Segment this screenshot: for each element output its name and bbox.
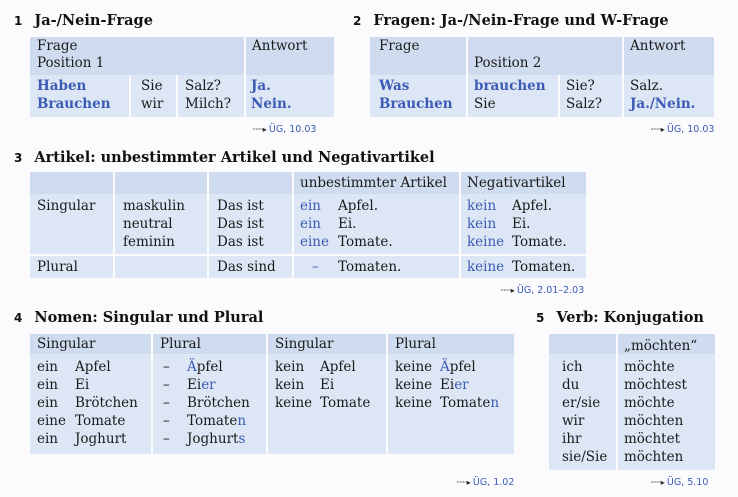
s3-gender-n: neutral [123, 216, 173, 232]
s3-neg-noun-4: Tomaten. [512, 259, 576, 275]
s3-unb-noun-1: Apfel. [338, 198, 378, 214]
s1-r2-ans: Nein. [251, 96, 292, 112]
s1-reference: ·······▸ ÜG, 10.03 [252, 124, 317, 135]
s3-dasist-3: Das ist [217, 234, 264, 250]
s3-neg-3: keine [467, 234, 505, 250]
s5-form-3: möchte [624, 395, 675, 411]
s5-form-6: möchten [624, 449, 684, 465]
s4-kpl-art-3: keine [395, 395, 433, 411]
s4-ksg-noun-1: Apfel [320, 359, 356, 375]
s4-ksg-noun-2: Ei [320, 377, 335, 393]
section-4-title: 4 Nomen: Singular und Plural [14, 309, 264, 326]
s1-r1-obj: Salz? [185, 78, 221, 94]
s4-pl-dash-2: – [163, 377, 170, 393]
section-1-title: 1 Ja-/Nein-Frage [14, 12, 153, 29]
s5-form-2: möchtest [624, 377, 687, 393]
s3-dassind: Das sind [217, 259, 276, 275]
s4-head-sg: Singular [37, 336, 96, 352]
s1-head-position: Position 1 [37, 55, 105, 71]
s3-plural-label: Plural [37, 259, 78, 275]
s3-neg-noun-2: Ei. [512, 216, 531, 232]
s3-dasist-1: Das ist [217, 198, 264, 214]
s5-pron-3: er/sie [562, 395, 601, 411]
s5-form-1: möchte [624, 359, 675, 375]
s3-gender-f: feminin [123, 234, 175, 250]
s3-unb-1: ein [300, 198, 322, 214]
s3-neg-2: kein [467, 216, 497, 232]
s5-pron-5: ihr [562, 431, 582, 447]
s4-ksg-noun-3: Tomate [320, 395, 371, 411]
s4-pl-dash-3: – [163, 395, 170, 411]
s4-head-pl: Plural [160, 336, 201, 352]
s5-form-4: möchten [624, 413, 684, 429]
s3-unb-noun-3: Tomate. [338, 234, 393, 250]
s2-r1-w: Was [379, 78, 410, 94]
s5-pron-2: du [562, 377, 580, 393]
s1-head-antwort: Antwort [252, 38, 308, 54]
s5-reference: ·······▸ ÜG, 5.10 [650, 477, 709, 488]
s4-kpl-noun-1: Äpfel [440, 359, 476, 375]
s5-pron-6: sie/Sie [562, 449, 608, 465]
s1-r2-subj: wir [141, 96, 164, 112]
s4-sg-art-5: ein [37, 431, 59, 447]
s4-pl-noun-3: Brötchen [187, 395, 250, 411]
s4-sg-noun-4: Tomate [75, 413, 126, 429]
s4-sg-art-2: ein [37, 377, 59, 393]
s4-sg-art-1: ein [37, 359, 59, 375]
s4-pl-dash-1: – [163, 359, 170, 375]
s4-ksg-art-1: kein [275, 359, 305, 375]
s4-pl-noun-2: Eier [187, 377, 216, 393]
s3-head-negativ: Negativartikel [467, 175, 566, 191]
s4-pl-noun-4: Tomaten [187, 413, 247, 429]
s4-pl-dash-5: – [163, 431, 170, 447]
s4-kpl-noun-2: Eier [440, 377, 469, 393]
s2-reference: ·······▸ ÜG, 10.03 [650, 124, 715, 135]
s4-reference: ·······▸ ÜG, 1.02 [456, 477, 515, 488]
section-5-title: 5 Verb: Konjugation [536, 309, 704, 326]
s4-pl-dash-4: – [163, 413, 170, 429]
s3-gender-m: maskulin [123, 198, 185, 214]
s3-neg-noun-1: Apfel. [512, 198, 552, 214]
s4-ksg-art-2: kein [275, 377, 305, 393]
s4-head-ksg: Singular [275, 336, 334, 352]
s3-neg-1: kein [467, 198, 497, 214]
s2-r2-ans: Ja./Nein. [630, 96, 696, 112]
s4-sg-noun-1: Apfel [75, 359, 111, 375]
s4-ksg-art-3: keine [275, 395, 313, 411]
s1-r1-ans: Ja. [251, 78, 271, 94]
s3-unb-noun-2: Ei. [338, 216, 357, 232]
s4-kpl-art-1: keine [395, 359, 433, 375]
s4-sg-noun-3: Brötchen [75, 395, 138, 411]
s1-r1-verb: Haben [37, 78, 87, 94]
s1-head-frage: Frage [37, 38, 78, 54]
s4-sg-noun-5: Joghurt [75, 431, 127, 447]
s4-pl-noun-1: Äpfel [187, 359, 223, 375]
s4-kpl-art-2: keine [395, 377, 433, 393]
s3-head-unbestimmt: unbestimmter Artikel [300, 175, 447, 191]
s3-dasist-2: Das ist [217, 216, 264, 232]
s4-sg-art-3: ein [37, 395, 59, 411]
s2-r2-obj: Salz? [566, 96, 602, 112]
s2-r2-subj: Sie [474, 96, 496, 112]
s1-r2-verb: Brauchen [37, 96, 111, 112]
s3-unb-2: ein [300, 216, 322, 232]
s3-unb-noun-4: Tomaten. [338, 259, 402, 275]
s4-kpl-noun-3: Tomaten [440, 395, 500, 411]
s2-r1-obj: Sie? [566, 78, 595, 94]
s2-r1-ans: Salz. [630, 78, 664, 94]
s5-form-5: möchtet [624, 431, 681, 447]
s3-neg-4: keine [467, 259, 505, 275]
s1-r2-obj: Milch? [185, 96, 231, 112]
s2-head-antwort: Antwort [630, 38, 686, 54]
section-3-title: 3 Artikel: unbestimmter Artikel und Negativartikel [14, 149, 435, 166]
s2-head-frage: Frage [379, 38, 420, 54]
s3-unb-4: – [312, 259, 319, 275]
s4-sg-art-4: eine [37, 413, 66, 429]
s1-r1-subj: Sie [141, 78, 163, 94]
s2-head-position: Position 2 [474, 55, 542, 71]
s3-reference: ·······▸ ÜG, 2.01–2.03 [500, 285, 585, 296]
s4-head-kpl: Plural [395, 336, 436, 352]
s4-header-row [30, 334, 514, 354]
s3-neg-noun-3: Tomate. [512, 234, 567, 250]
s5-pron-4: wir [562, 413, 585, 429]
s4-pl-noun-5: Joghurts [187, 431, 246, 447]
s5-head: „möchten“ [624, 338, 698, 354]
s2-r1-verb: brauchen [474, 78, 546, 94]
s3-singular-label: Singular [37, 198, 96, 214]
s4-sg-noun-2: Ei [75, 377, 90, 393]
s2-r2-verb: Brauchen [379, 96, 453, 112]
s5-pron-1: ich [562, 359, 583, 375]
section-2-title: 2 Fragen: Ja-/Nein-Frage und W-Frage [353, 12, 669, 29]
s3-unb-3: eine [300, 234, 329, 250]
